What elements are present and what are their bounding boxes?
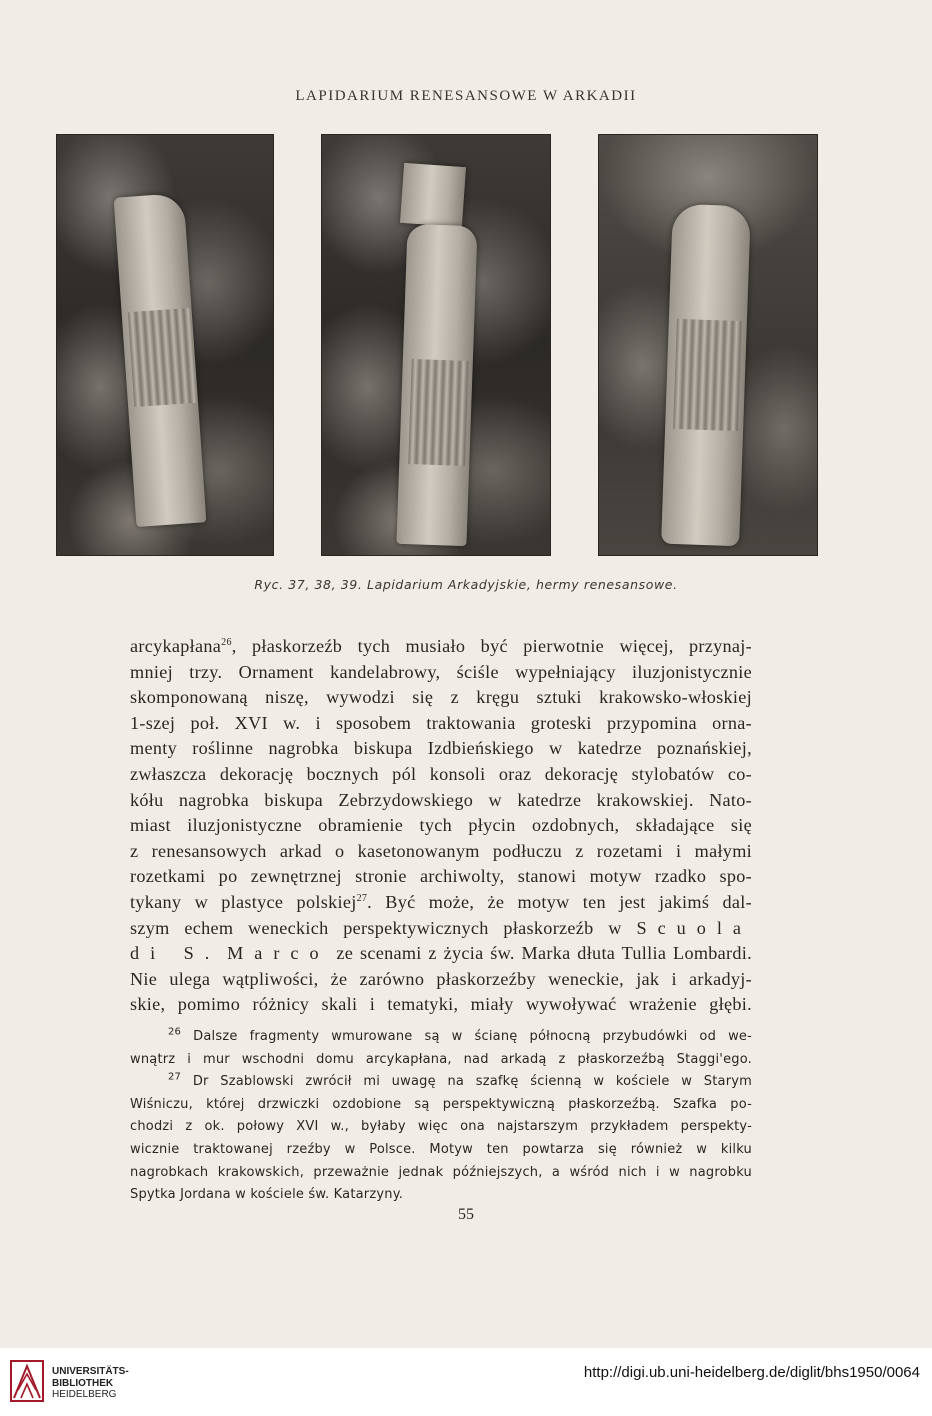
text-line: Spytka Jordana w kościele św. Katarzyny. [130,1187,404,1203]
herm-capital [400,163,466,227]
herm-photo-39 [598,134,818,556]
text-line: menty roślinne nagrobka biskupa Izdbieńskiego w katedrze poznańskiej, [130,738,752,759]
herm-drapery [128,308,196,407]
text-line: szym echem weneckich perspektywicznych płaskorzeźb w Scuola [130,917,752,938]
text-line: 1-szej poł. XVI w. i sposobem traktowania groteski przypomina orna- [130,712,752,733]
figure-caption: Ryc. 37, 38, 39. Lapidarium Arkadyjskie, hermy renesansowe. [254,577,678,592]
text-line: Nie ulega wątpliwości, że zarówno płaskorzeźby weneckie, jak i arkadyj- [130,968,752,989]
footnote-27: $^{27}$ Dr Szablowski zwrócił mi uwagę na szafkę ścienną w kościele w Starym [168,1071,752,1090]
text-line: nagrobkach krakowskich, przeważnie jednak późniejszych, a wśród nich i w nagrobku [130,1164,752,1180]
text-line: skie, pomimo różnicy skali i tematyki, miały wywoływać wrażenie głębi. [130,994,752,1015]
footnote-26: $^{26}$ Dalsze fragmenty wmurowane są w ścianę północną przybudówki od we- [168,1026,752,1044]
library-logo-icon[interactable] [10,1360,44,1402]
text-line: z renesansowych arkad o kasetonowanym podłuczu z rozetami i małymi [130,840,752,861]
library-footer [0,1348,932,1416]
running-head: LAPIDARIUM RENESANSOWE W ARKADII [295,88,637,104]
herm-photo-38 [321,134,551,556]
text-line: skomponowaną niszę, wywodzi się z kręgu sztuki krakowsko-włoskiej [130,687,752,708]
footnote-ref[interactable]: 27 [356,892,368,904]
text-line: arcykapłana$^{26}$, płaskorzeźb tych musiało być pierwotnie więcej, przynaj- [130,636,752,656]
text-line: miast iluzjonistyczne obramienie tych płycin ozdobnych, składające się [130,815,752,836]
footnotes [130,1026,752,1207]
permalink-url[interactable]: http://digi.ub.uni-heidelberg.de/diglit/bhs1950/0064 [583,1364,920,1381]
text-line: rozetkami po zewnętrznej stronie archiwolty, stanowi motyw rzadko spo- [130,866,752,887]
text-line: wnątrz i mur wschodni domu arcykapłana, nad arkadą z płaskorzeźbą Staggi'ego. [130,1051,752,1067]
text-line: zwłaszcza dekorację bocznych pól konsoli oraz dekorację stylobatów co- [130,763,752,784]
text-line: di S. Marco ze scenami z życia św. Marka dłuta Tullia Lombardi. [130,943,752,964]
library-name: UNIVERSITÄTS- BIBLIOTHEK HEIDELBERG [52,1366,129,1400]
text-line: wicznie traktowanej rzeźby w Polsce. Motyw ten powtarza się również w kilku [130,1141,752,1157]
text-line: chodzi z ok. połowy XVI w., byłaby więc ona najstarszym przykładem perspekty- [130,1119,752,1135]
body-text [130,634,752,1018]
text-line: mniej trzy. Ornament kandelabrowy, ściśle wypełniający iluzjonistycznie [130,661,752,682]
text-line: tykany w plastyce polskiej$^{27}$. Być może, że motyw ten jest jakimś dal- [130,891,752,912]
text-line: kółu nagrobka biskupa Zebrzydowskiego w katedrze krakowskiej. Nato- [130,789,752,810]
page-number: 55 [458,1206,474,1223]
herm-drapery [673,319,743,431]
herm-drapery [408,359,470,466]
footnote-ref[interactable]: 26 [221,636,232,648]
herm-photo-37 [56,134,274,556]
text-line: Wiśniczu, której drzwiczki ozdobione są perspektywiczną płaskorzeźbą. Szafka po- [130,1096,752,1112]
